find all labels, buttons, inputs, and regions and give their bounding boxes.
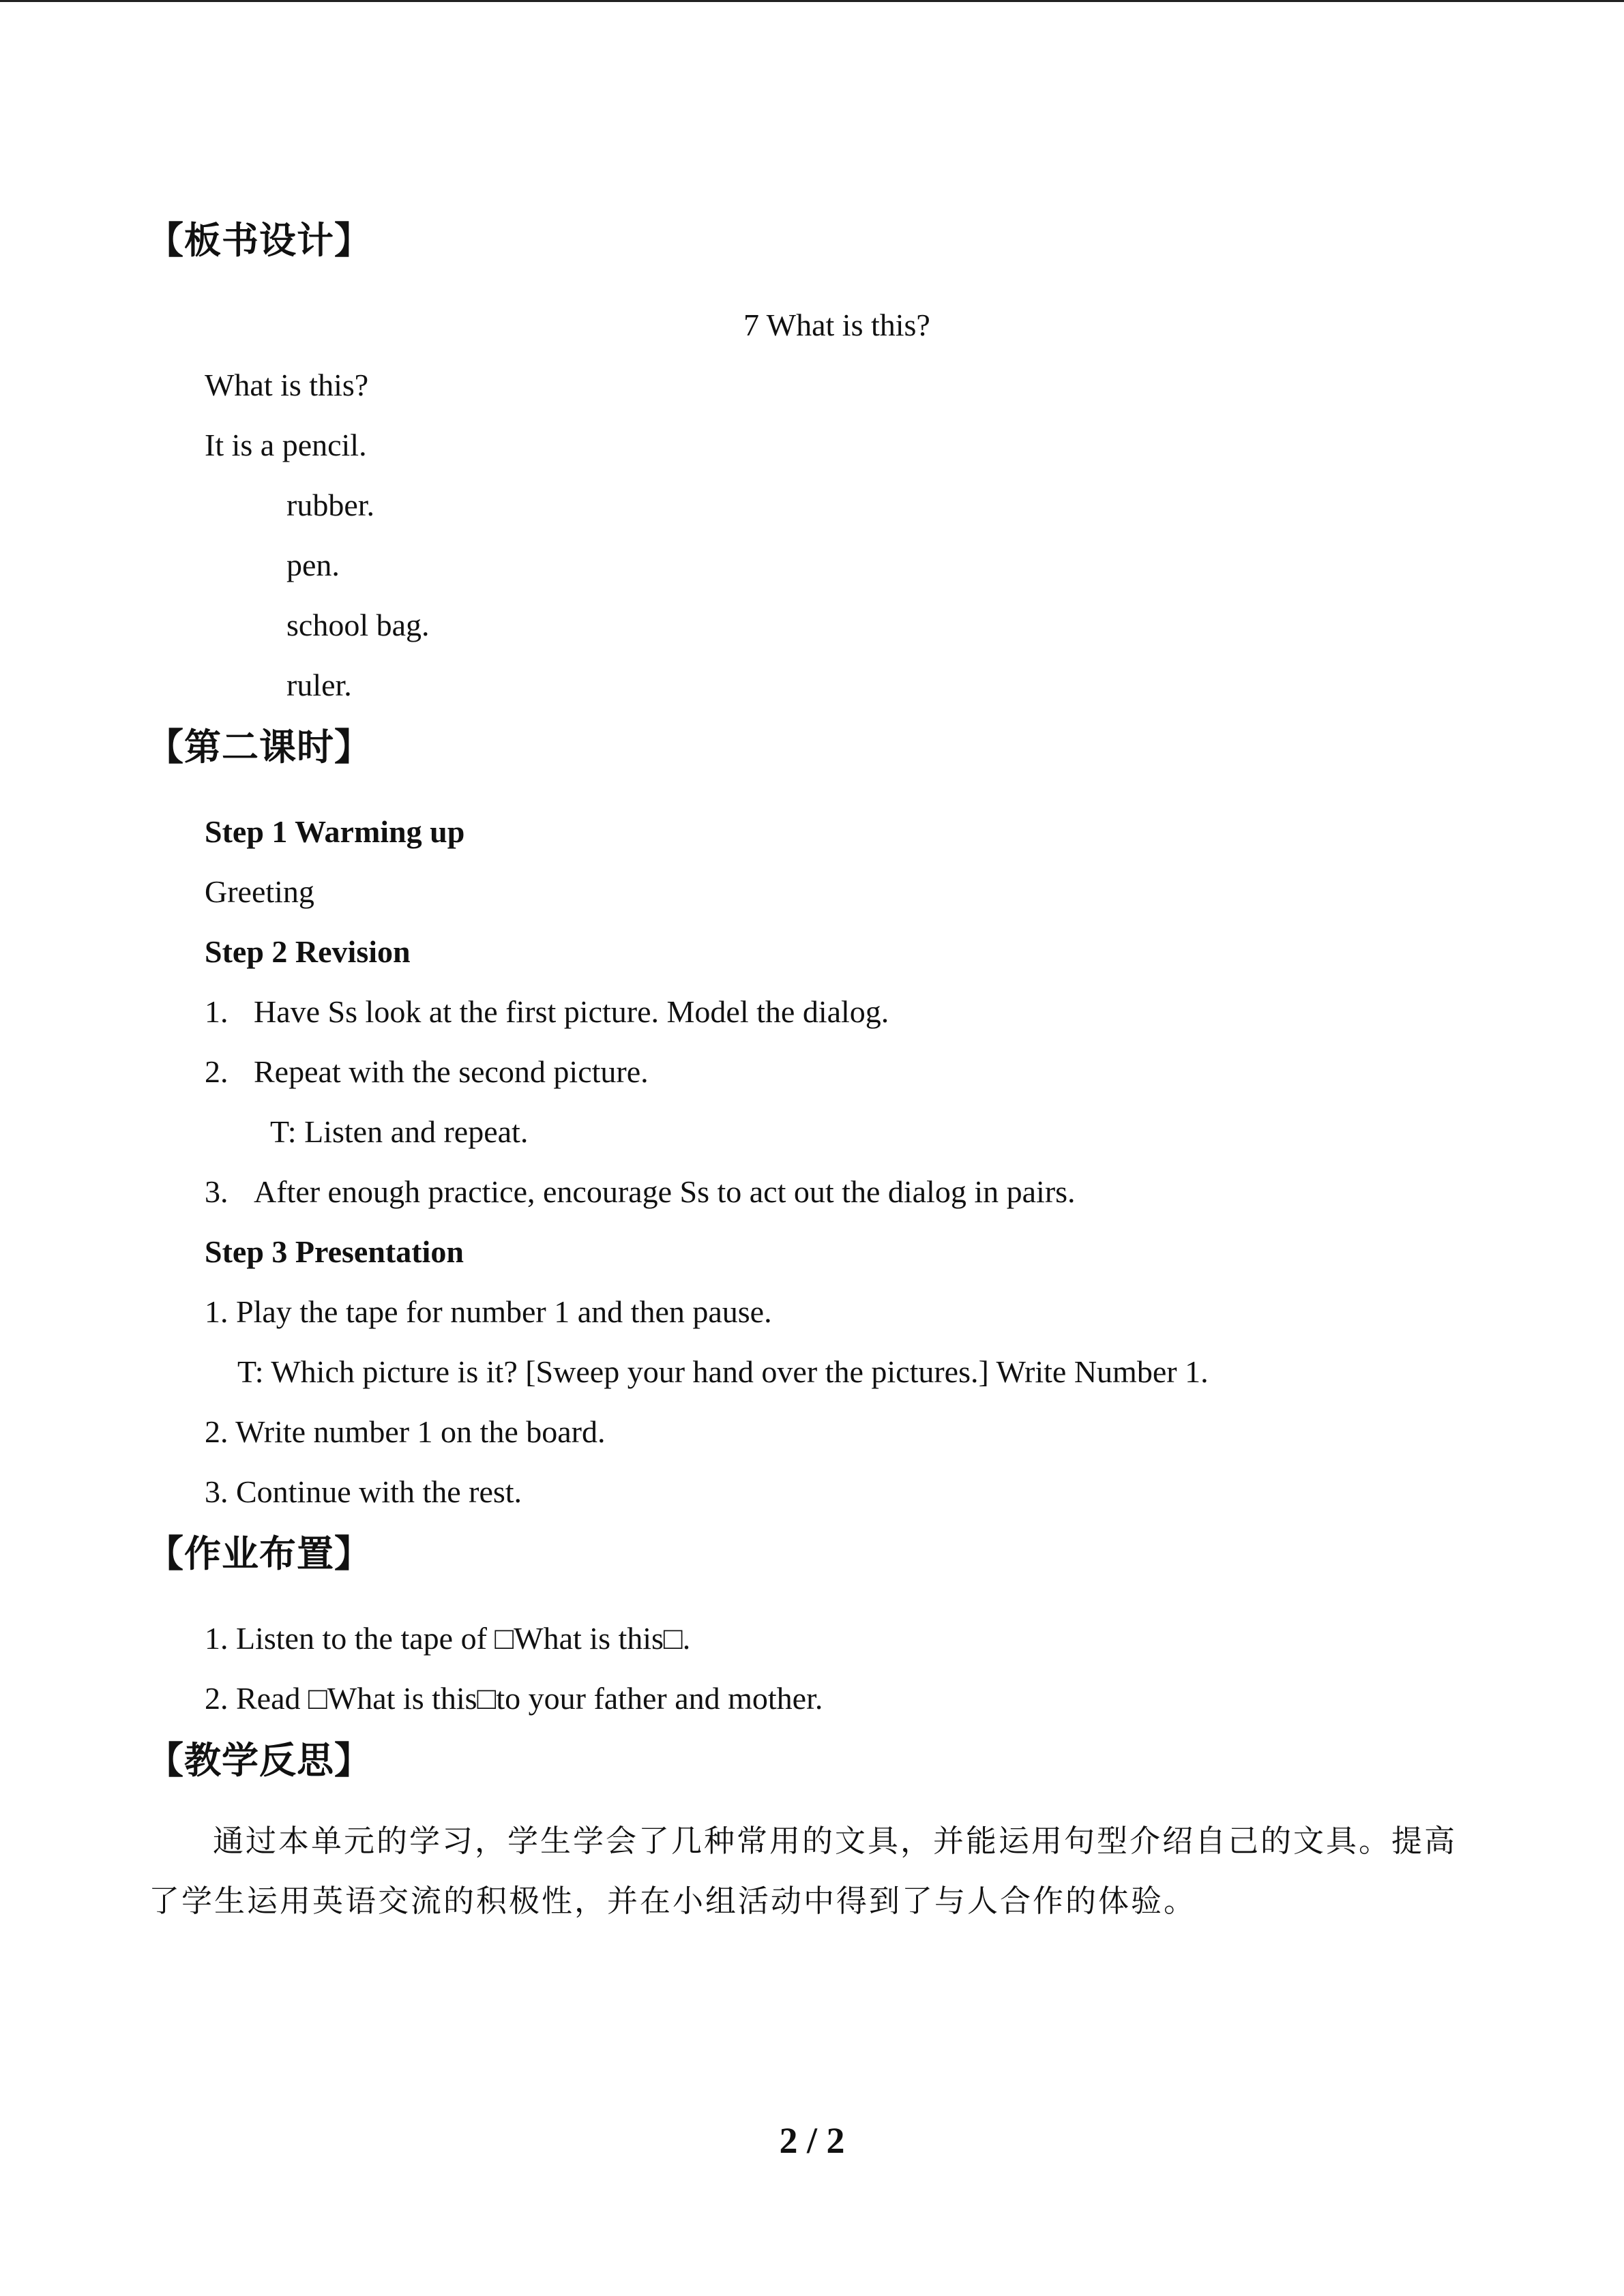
step2-item-2-num: 2.: [205, 1054, 228, 1089]
step1-text: Greeting: [205, 874, 314, 909]
board-design-heading: 【板书设计】: [147, 219, 372, 262]
top-border: [0, 0, 1624, 2]
homework-item-1: 1. Listen to the tape of □What is this□.: [205, 1621, 691, 1656]
step2-item-2-text: Repeat with the second picture.: [254, 1054, 649, 1089]
board-item-school-bag: school bag.: [286, 608, 430, 642]
board-title: 7 What is this?: [743, 308, 930, 342]
step3-line-4: 3. Continue with the rest.: [205, 1474, 522, 1509]
reflection-line-1: 通过本单元的学习，学生学会了几种常用的文具，并能运用句型介绍自己的文具。提高: [213, 1823, 1458, 1859]
step3-title: Step 3 Presentation: [205, 1234, 464, 1269]
second-lesson-heading: 【第二课时】: [147, 726, 372, 769]
step3-line-2: T: Which picture is it? [Sweep your hand over the pictures.] Write Number 1.: [237, 1354, 1209, 1389]
step3-line-3: 2. Write number 1 on the board.: [205, 1414, 606, 1449]
board-item-ruler: ruler.: [286, 668, 352, 702]
step2-title: Step 2 Revision: [205, 934, 411, 969]
step1-title: Step 1 Warming up: [205, 814, 465, 849]
step2-item-3-num: 3.: [205, 1174, 228, 1209]
step2-item-3: [205, 1172, 1076, 1212]
page-number: 2 / 2: [779, 2120, 845, 2161]
step3-line-1: 1. Play the tape for number 1 and then pause.: [205, 1294, 772, 1329]
step2-item-1-text: Have Ss look at the first picture. Model the dialog.: [254, 994, 889, 1029]
board-item-pen: pen.: [286, 548, 340, 582]
step2-item-3-text: After enough practice, encourage Ss to act out the dialog in pairs.: [254, 1174, 1076, 1209]
board-line-question: What is this?: [205, 368, 369, 402]
board-item-rubber: rubber.: [286, 488, 375, 522]
step2-item-2: [205, 1052, 649, 1092]
step2-item-1: [205, 992, 889, 1032]
board-line-answer: It is a pencil.: [205, 428, 367, 462]
reflection-line-2: 了学生运用英语交流的积极性，并在小组活动中得到了与人合作的体验。: [149, 1883, 1197, 1919]
step2-item-1-num: 1.: [205, 994, 228, 1029]
homework-heading: 【作业布置】: [147, 1532, 372, 1575]
reflection-heading: 【教学反思】: [147, 1739, 372, 1782]
homework-item-2: 2. Read □What is this□to your father and mother.: [205, 1681, 823, 1716]
step2-t-line: T: Listen and repeat.: [270, 1114, 529, 1149]
